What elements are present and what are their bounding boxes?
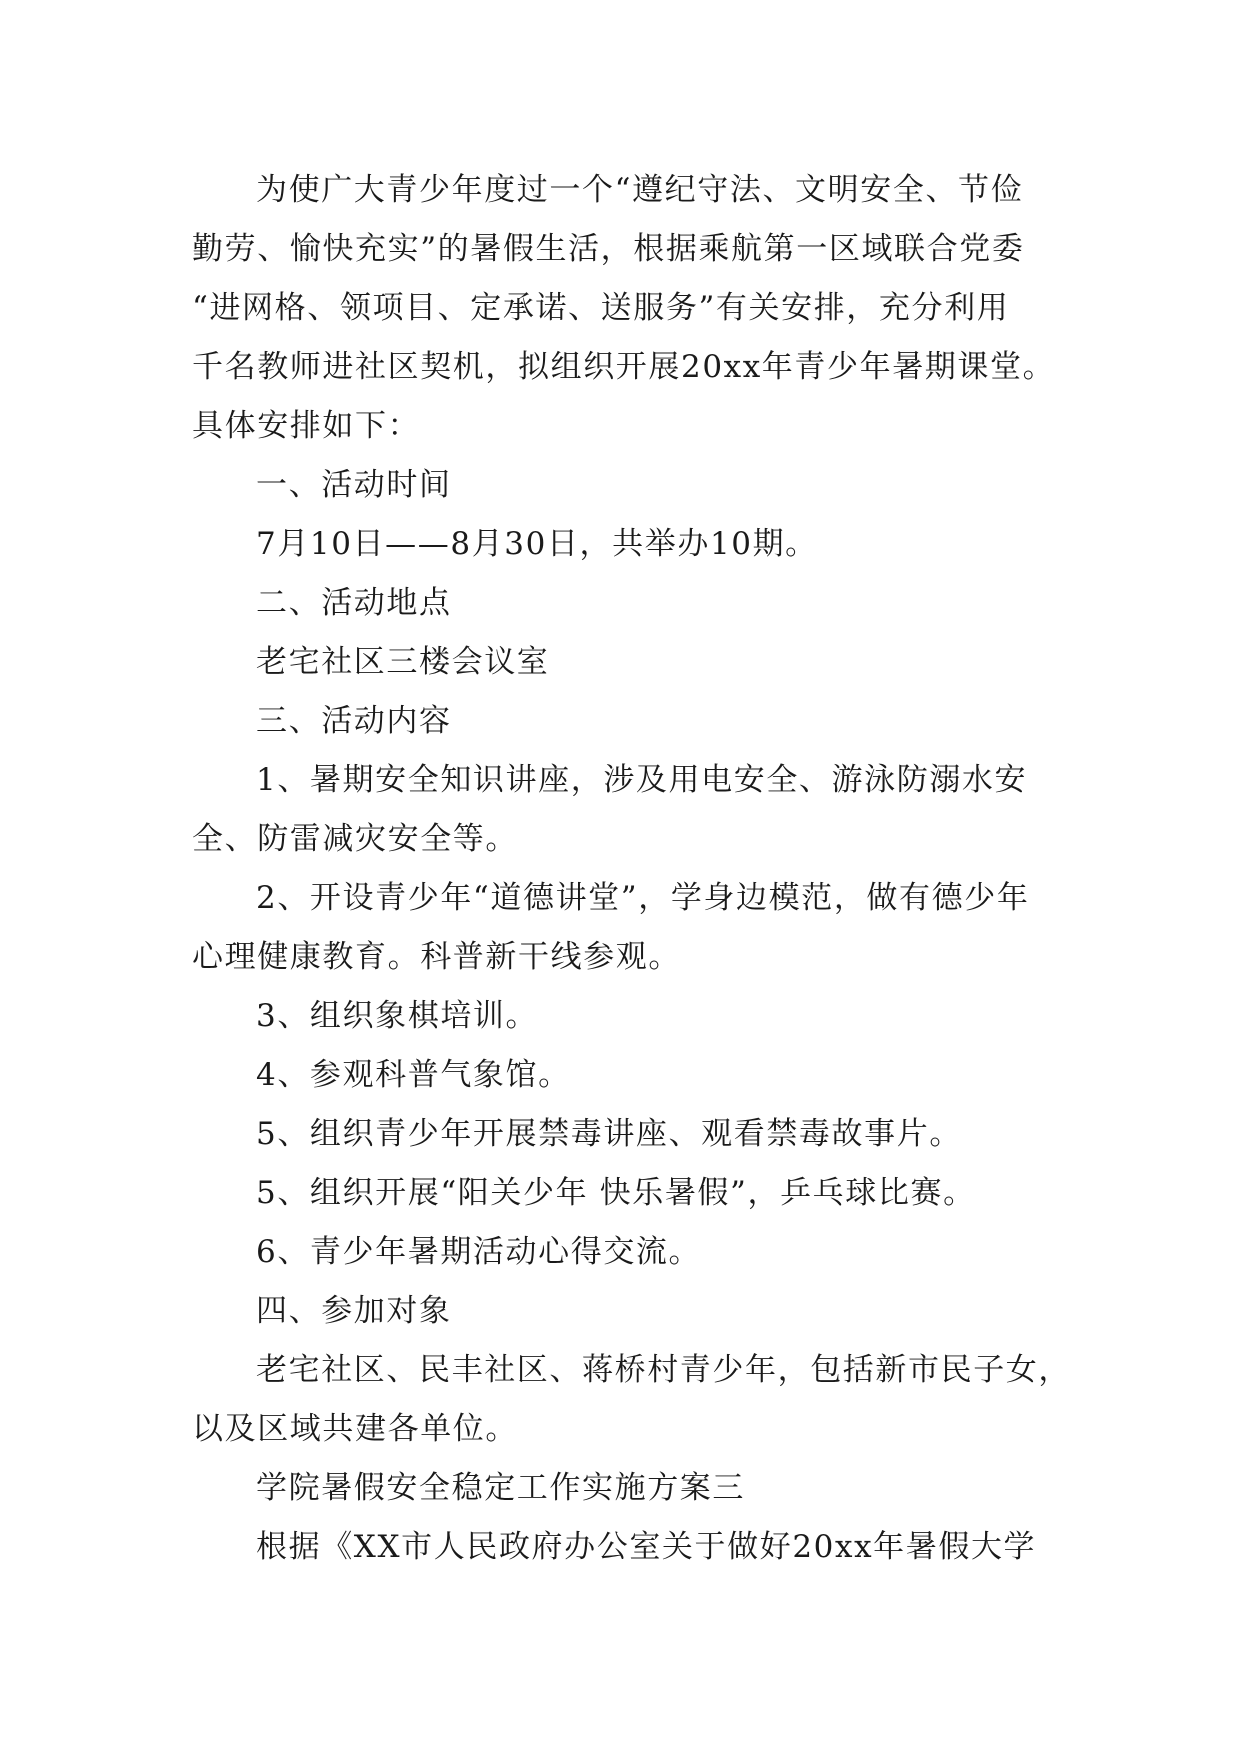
paragraph-line: 千名教师进社区契机，拟组织开展20xx年青少年暑期课堂。 [192, 349, 1056, 385]
section-heading: 三、活动内容 [256, 703, 452, 739]
section-heading: 四、参加对象 [256, 1293, 452, 1329]
paragraph-line: 以及区域共建各单位。 [192, 1411, 518, 1447]
list-item: 1、暑期安全知识讲座，涉及用电安全、游泳防溺水安 [256, 762, 1028, 798]
document-subtitle: 学院暑假安全稳定工作实施方案三 [256, 1470, 745, 1506]
paragraph-line: 为使广大青少年度过一个“遵纪守法、文明安全、节俭 [256, 172, 1024, 208]
list-item: 2、开设青少年“道德讲堂”，学身边模范，做有德少年 [256, 880, 1030, 916]
paragraph-line: 根据《XX市人民政府办公室关于做好20xx年暑假大学 [256, 1529, 1037, 1565]
paragraph-line: 勤劳、愉快充实”的暑假生活，根据乘航第一区域联合党委 [192, 231, 1025, 267]
list-item-continuation: 心理健康教育。科普新干线参观。 [192, 939, 681, 975]
paragraph-line: 7月10日——8月30日，共举办10期。 [256, 526, 818, 562]
paragraph-line: 老宅社区三楼会议室 [256, 644, 550, 680]
list-item-continuation: 全、防雷减灾安全等。 [192, 821, 518, 857]
paragraph-line: 具体安排如下： [192, 408, 421, 444]
paragraph-line: 老宅社区、民丰社区、蒋桥村青少年，包括新市民子女， [256, 1352, 1071, 1388]
section-heading: 二、活动地点 [256, 585, 452, 621]
paragraph-line: “进网格、领项目、定承诺、送服务”有关安排，充分利用 [192, 290, 1010, 326]
list-item: 5、组织开展“阳关少年 快乐暑假”，乒乓球比赛。 [256, 1175, 976, 1211]
list-item: 6、青少年暑期活动心得交流。 [256, 1234, 702, 1270]
document-body [192, 161, 1071, 1577]
list-item: 4、参观科普气象馆。 [256, 1057, 571, 1093]
list-item: 5、组织青少年开展禁毒讲座、观看禁毒故事片。 [256, 1116, 962, 1152]
section-heading: 一、活动时间 [256, 467, 452, 503]
list-item: 3、组织象棋培训。 [256, 998, 539, 1034]
